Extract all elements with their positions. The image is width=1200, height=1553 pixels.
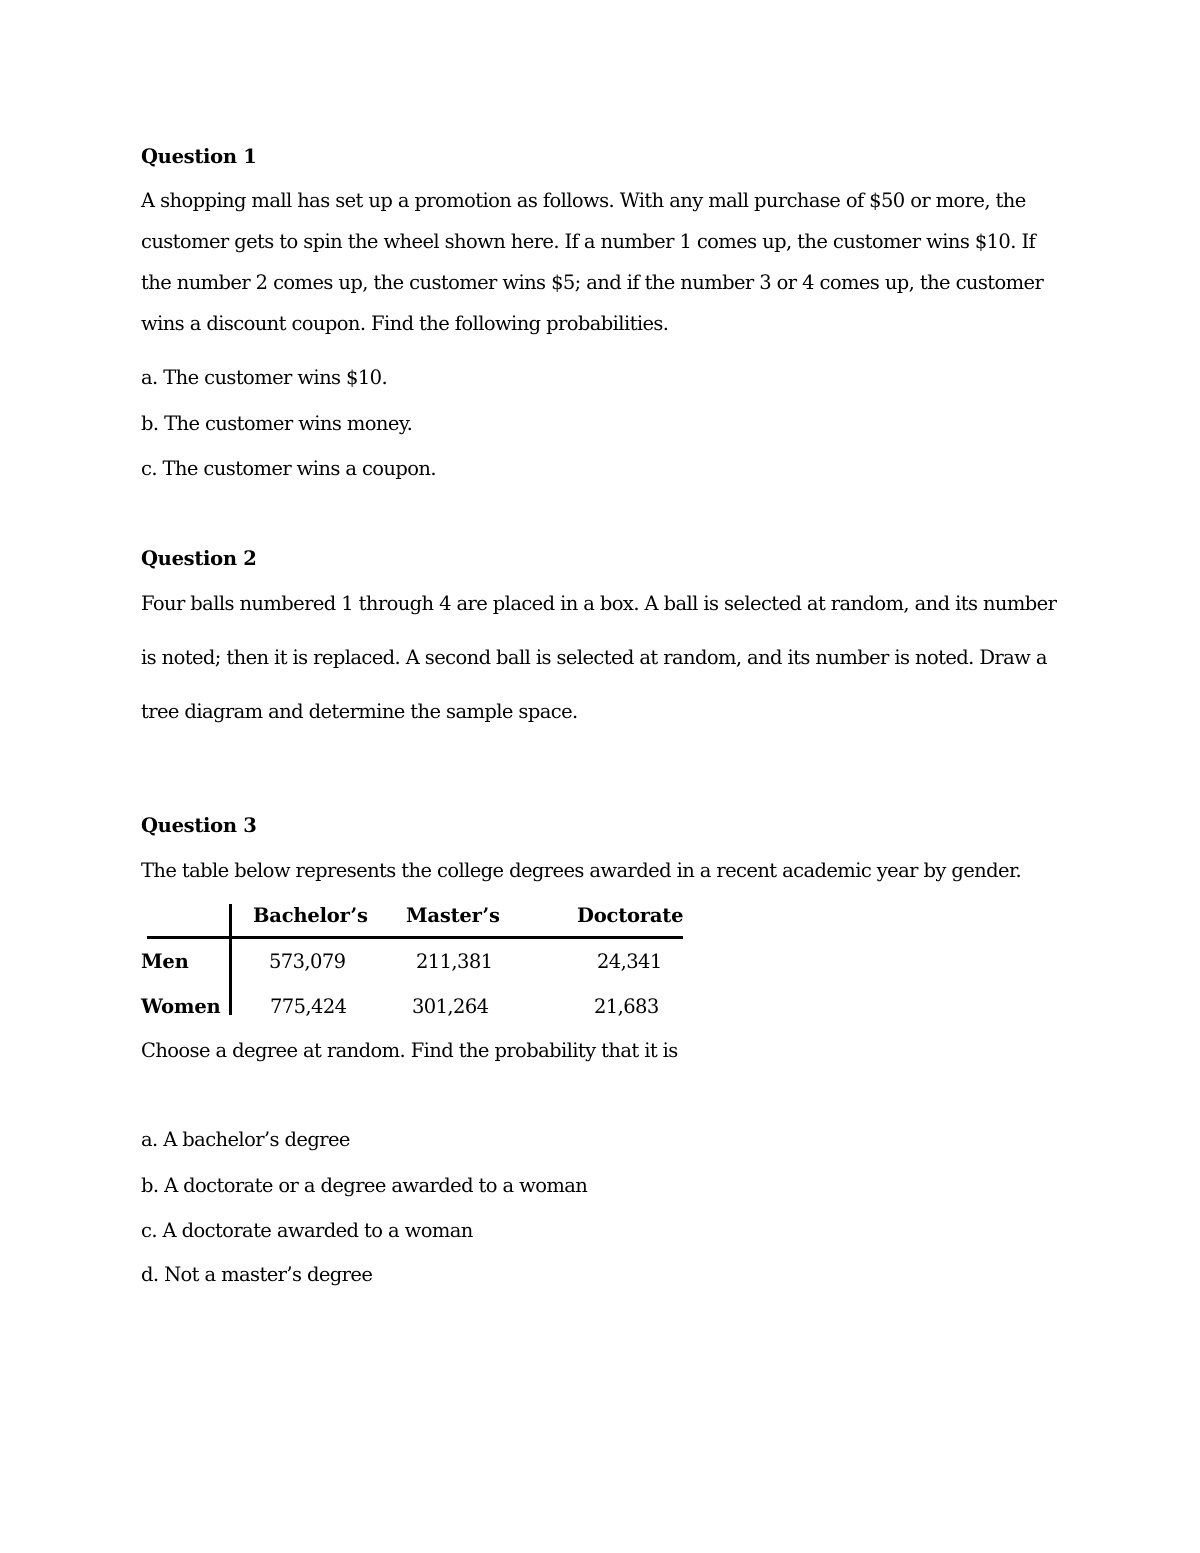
table-header-rule — [147, 936, 683, 939]
column-header-bachelors: Bachelor’s — [253, 904, 368, 927]
question-1-paragraph-line: customer gets to spin the wheel shown here. If a number 1 comes up, the customer wins $10. If — [141, 230, 1036, 253]
cell-women-masters: 301,264 — [412, 995, 489, 1018]
question-1-paragraph-line: A shopping mall has set up a promotion as follows. With any mall purchase of $50 or more, the — [141, 189, 1026, 212]
table-vertical-rule — [229, 904, 232, 1015]
cell-men-masters: 211,381 — [416, 950, 493, 973]
question-1-item-c: c. The customer wins a coupon. — [141, 457, 436, 480]
question-1-item-a: a. The customer wins $10. — [141, 366, 388, 389]
column-header-masters: Master’s — [406, 904, 500, 927]
question-2-heading: Question 2 — [141, 547, 257, 570]
question-2-paragraph-line: is noted; then it is replaced. A second ball is selected at random, and its number is noted. Draw a — [141, 646, 1047, 669]
question-1-heading: Question 1 — [141, 145, 257, 168]
question-3-intro: The table below represents the college degrees awarded in a recent academic year by gender. — [141, 859, 1022, 882]
question-3-heading: Question 3 — [141, 814, 257, 837]
row-label-men: Men — [141, 950, 189, 973]
cell-women-bachelors: 775,424 — [270, 995, 347, 1018]
question-1-paragraph-line: wins a discount coupon. Find the following probabilities. — [141, 312, 669, 335]
cell-women-doctorate: 21,683 — [594, 995, 659, 1018]
question-3-item-c: c. A doctorate awarded to a woman — [141, 1219, 473, 1242]
column-header-doctorate: Doctorate — [577, 904, 684, 927]
question-3-item-d: d. Not a master’s degree — [141, 1263, 373, 1286]
question-3-item-a: a. A bachelor’s degree — [141, 1128, 350, 1151]
cell-men-bachelors: 573,079 — [269, 950, 346, 973]
question-1-paragraph-line: the number 2 comes up, the customer wins $5; and if the number 3 or 4 comes up, the customer — [141, 271, 1044, 294]
question-3-item-b: b. A doctorate or a degree awarded to a woman — [141, 1174, 588, 1197]
question-3-prompt: Choose a degree at random. Find the probability that it is — [141, 1039, 678, 1062]
question-2-paragraph-line: Four balls numbered 1 through 4 are placed in a box. A ball is selected at random, and its number — [141, 592, 1057, 615]
row-label-women: Women — [141, 995, 221, 1018]
question-2-paragraph-line: tree diagram and determine the sample space. — [141, 700, 578, 723]
question-1-item-b: b. The customer wins money. — [141, 412, 413, 435]
cell-men-doctorate: 24,341 — [597, 950, 662, 973]
